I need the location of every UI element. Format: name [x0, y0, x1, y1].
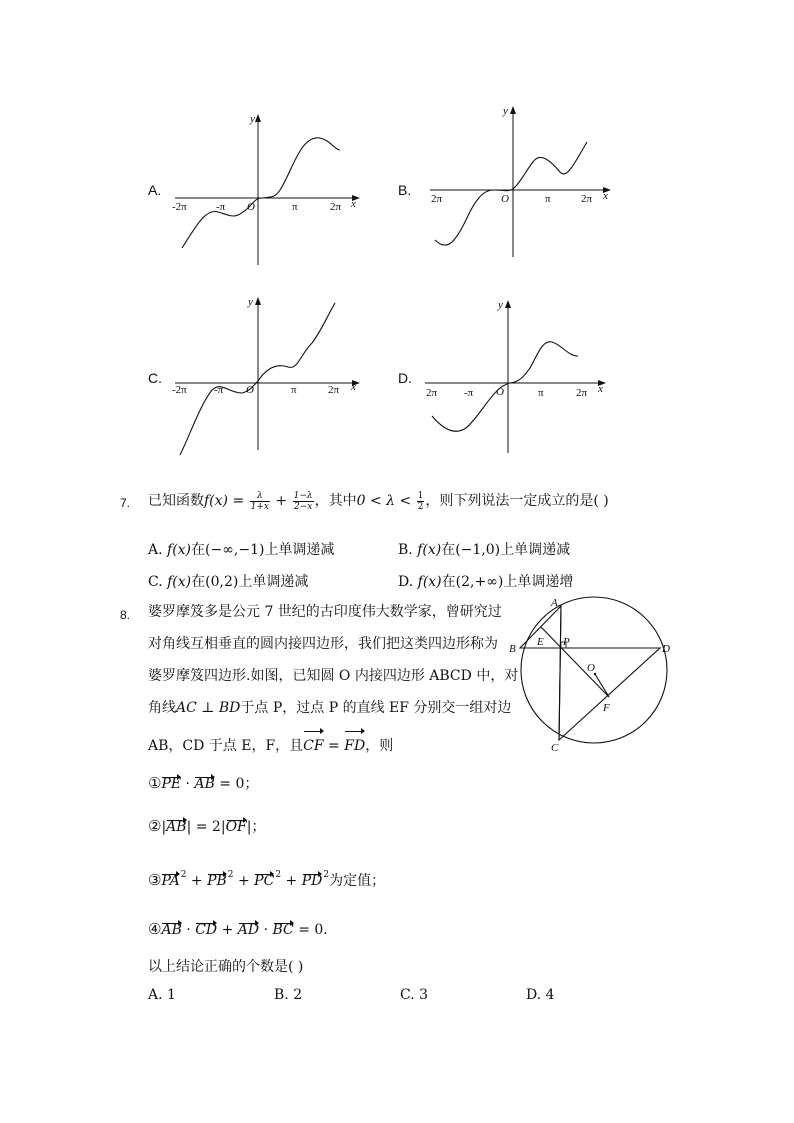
graph-b: [425, 102, 625, 266]
graph-d-tick: -π: [464, 387, 474, 399]
q7-number: 7.: [120, 496, 131, 510]
graph-c-x-label: x: [351, 381, 356, 393]
q7-frac1: $\frac{\lambda}{1+x}$: [250, 490, 269, 512]
q7-option-c[interactable]: C. f(x)在(0,2)上单调递减: [148, 574, 309, 590]
graph-d-x-label: x: [598, 383, 603, 395]
q7-cond: 0 < λ <: [356, 493, 416, 509]
graph-b-y-label: y: [503, 105, 508, 117]
q7-mid: ，其中: [314, 493, 357, 509]
q8-label-p: P: [563, 636, 570, 648]
graph-c-tick: π: [291, 384, 297, 396]
q8-label-f: F: [603, 702, 610, 714]
graph-a-tick: -2π: [172, 201, 187, 213]
graph-a-origin: O: [247, 201, 255, 213]
graph-a-tick: 2π: [330, 201, 342, 213]
q8-line4: 角线AC ⊥ BD于点 P，过点 P 的直线 EF 分别交一组对边: [148, 700, 512, 716]
q7-option-b[interactable]: B. f(x)在(−1,0)上单调递减: [398, 542, 571, 558]
q7-frac2: $\frac{1-\lambda}{2-x}$: [293, 490, 313, 512]
q8-answer-a[interactable]: A. 1: [148, 987, 176, 1003]
q8-diagonal-ac: [559, 606, 561, 740]
graph-d-tick: 2π: [576, 387, 588, 399]
q8-line-ef: [541, 627, 609, 697]
q7-half: $\frac{1}{2}$: [417, 490, 424, 512]
q7-option-a[interactable]: A. f(x)在(−∞,−1)上单调递减: [148, 542, 335, 558]
graph-d-origin: O: [496, 386, 504, 398]
q8-label-d: D: [662, 643, 670, 655]
option-c-letter: C.: [148, 370, 162, 386]
q8-label-o: O: [587, 662, 595, 674]
q8-stem: [148, 596, 519, 762]
q8-line5: AB，CD 于点 E，F，且CF = FD，则: [148, 730, 498, 762]
q7-stem-pre: 已知函数: [148, 493, 204, 509]
q7-stem-post: ，则下列说法一定成立的是( ): [425, 493, 609, 509]
graph-c-tick: 2π: [328, 384, 340, 396]
graph-d-tick: π: [538, 387, 544, 399]
q8-statement-2: ②|AB| = 2|OF|；: [148, 817, 266, 835]
q8-number: 8.: [120, 608, 131, 622]
graph-a-y-label: y: [250, 113, 255, 125]
q8-figure: [505, 595, 675, 759]
option-a-letter: A.: [148, 182, 162, 198]
q8-label-a: A: [551, 597, 558, 609]
option-b-letter: B.: [398, 182, 412, 198]
graph-c-tick: -π: [214, 384, 224, 396]
q7-option-d[interactable]: D. f(x)在(2,+∞)上单调递增: [398, 574, 574, 590]
q8-label-e: E: [537, 636, 544, 648]
graph-b-tick: π: [545, 193, 551, 205]
q8-answer-b[interactable]: B. 2: [274, 987, 303, 1003]
q8-ask: 以上结论正确的个数是( ): [148, 959, 304, 975]
q8-label-b: B: [509, 643, 516, 655]
q8-answer-c[interactable]: C. 3: [400, 987, 429, 1003]
q8-statement-1: ①PE · AB = 0；: [148, 774, 259, 792]
q8-line2: 对角线互相垂直的圆内接四边形，我们把这类四边形称为: [148, 636, 498, 652]
q7-plus: +: [270, 493, 292, 509]
q8-statement-3: $③PA^2 + PB^2 + PC^2 + PD^2$为定值；: [148, 870, 386, 889]
graph-d-tick: 2π: [426, 387, 438, 399]
q7-stem: [148, 485, 609, 517]
graph-b-origin: O: [501, 193, 509, 205]
graph-a: [170, 110, 370, 274]
graph-c-y-label: y: [248, 296, 253, 308]
q8-label-c: C: [551, 742, 559, 754]
q8-line1: 婆罗摩笈多是公元 7 世纪的古印度伟大数学家，曾研究过: [148, 604, 502, 620]
q8-line3: 婆罗摩笈四边形.如图，已知圆 O 内接四边形 ABCD 中，对: [148, 668, 519, 684]
graph-d: [420, 298, 620, 462]
graph-b-tick: 2π: [431, 193, 443, 205]
graph-b-tick: 2π: [581, 193, 593, 205]
graph-b-x-label: x: [603, 190, 608, 202]
graph-a-tick: -π: [216, 201, 226, 213]
option-d-letter: D.: [398, 370, 412, 386]
graph-c-origin: O: [246, 384, 254, 396]
graph-c-tick: -2π: [172, 384, 187, 396]
graph-a-x-label: x: [351, 198, 356, 210]
graph-d-y-label: y: [498, 299, 503, 311]
q7-fx: f(x) =: [204, 493, 249, 509]
graph-a-tick: π: [292, 201, 298, 213]
q8-statement-4: ④AB · CD + AD · BC = 0.: [148, 920, 328, 938]
graph-c: [170, 295, 370, 464]
q8-answer-d[interactable]: D. 4: [526, 987, 555, 1003]
